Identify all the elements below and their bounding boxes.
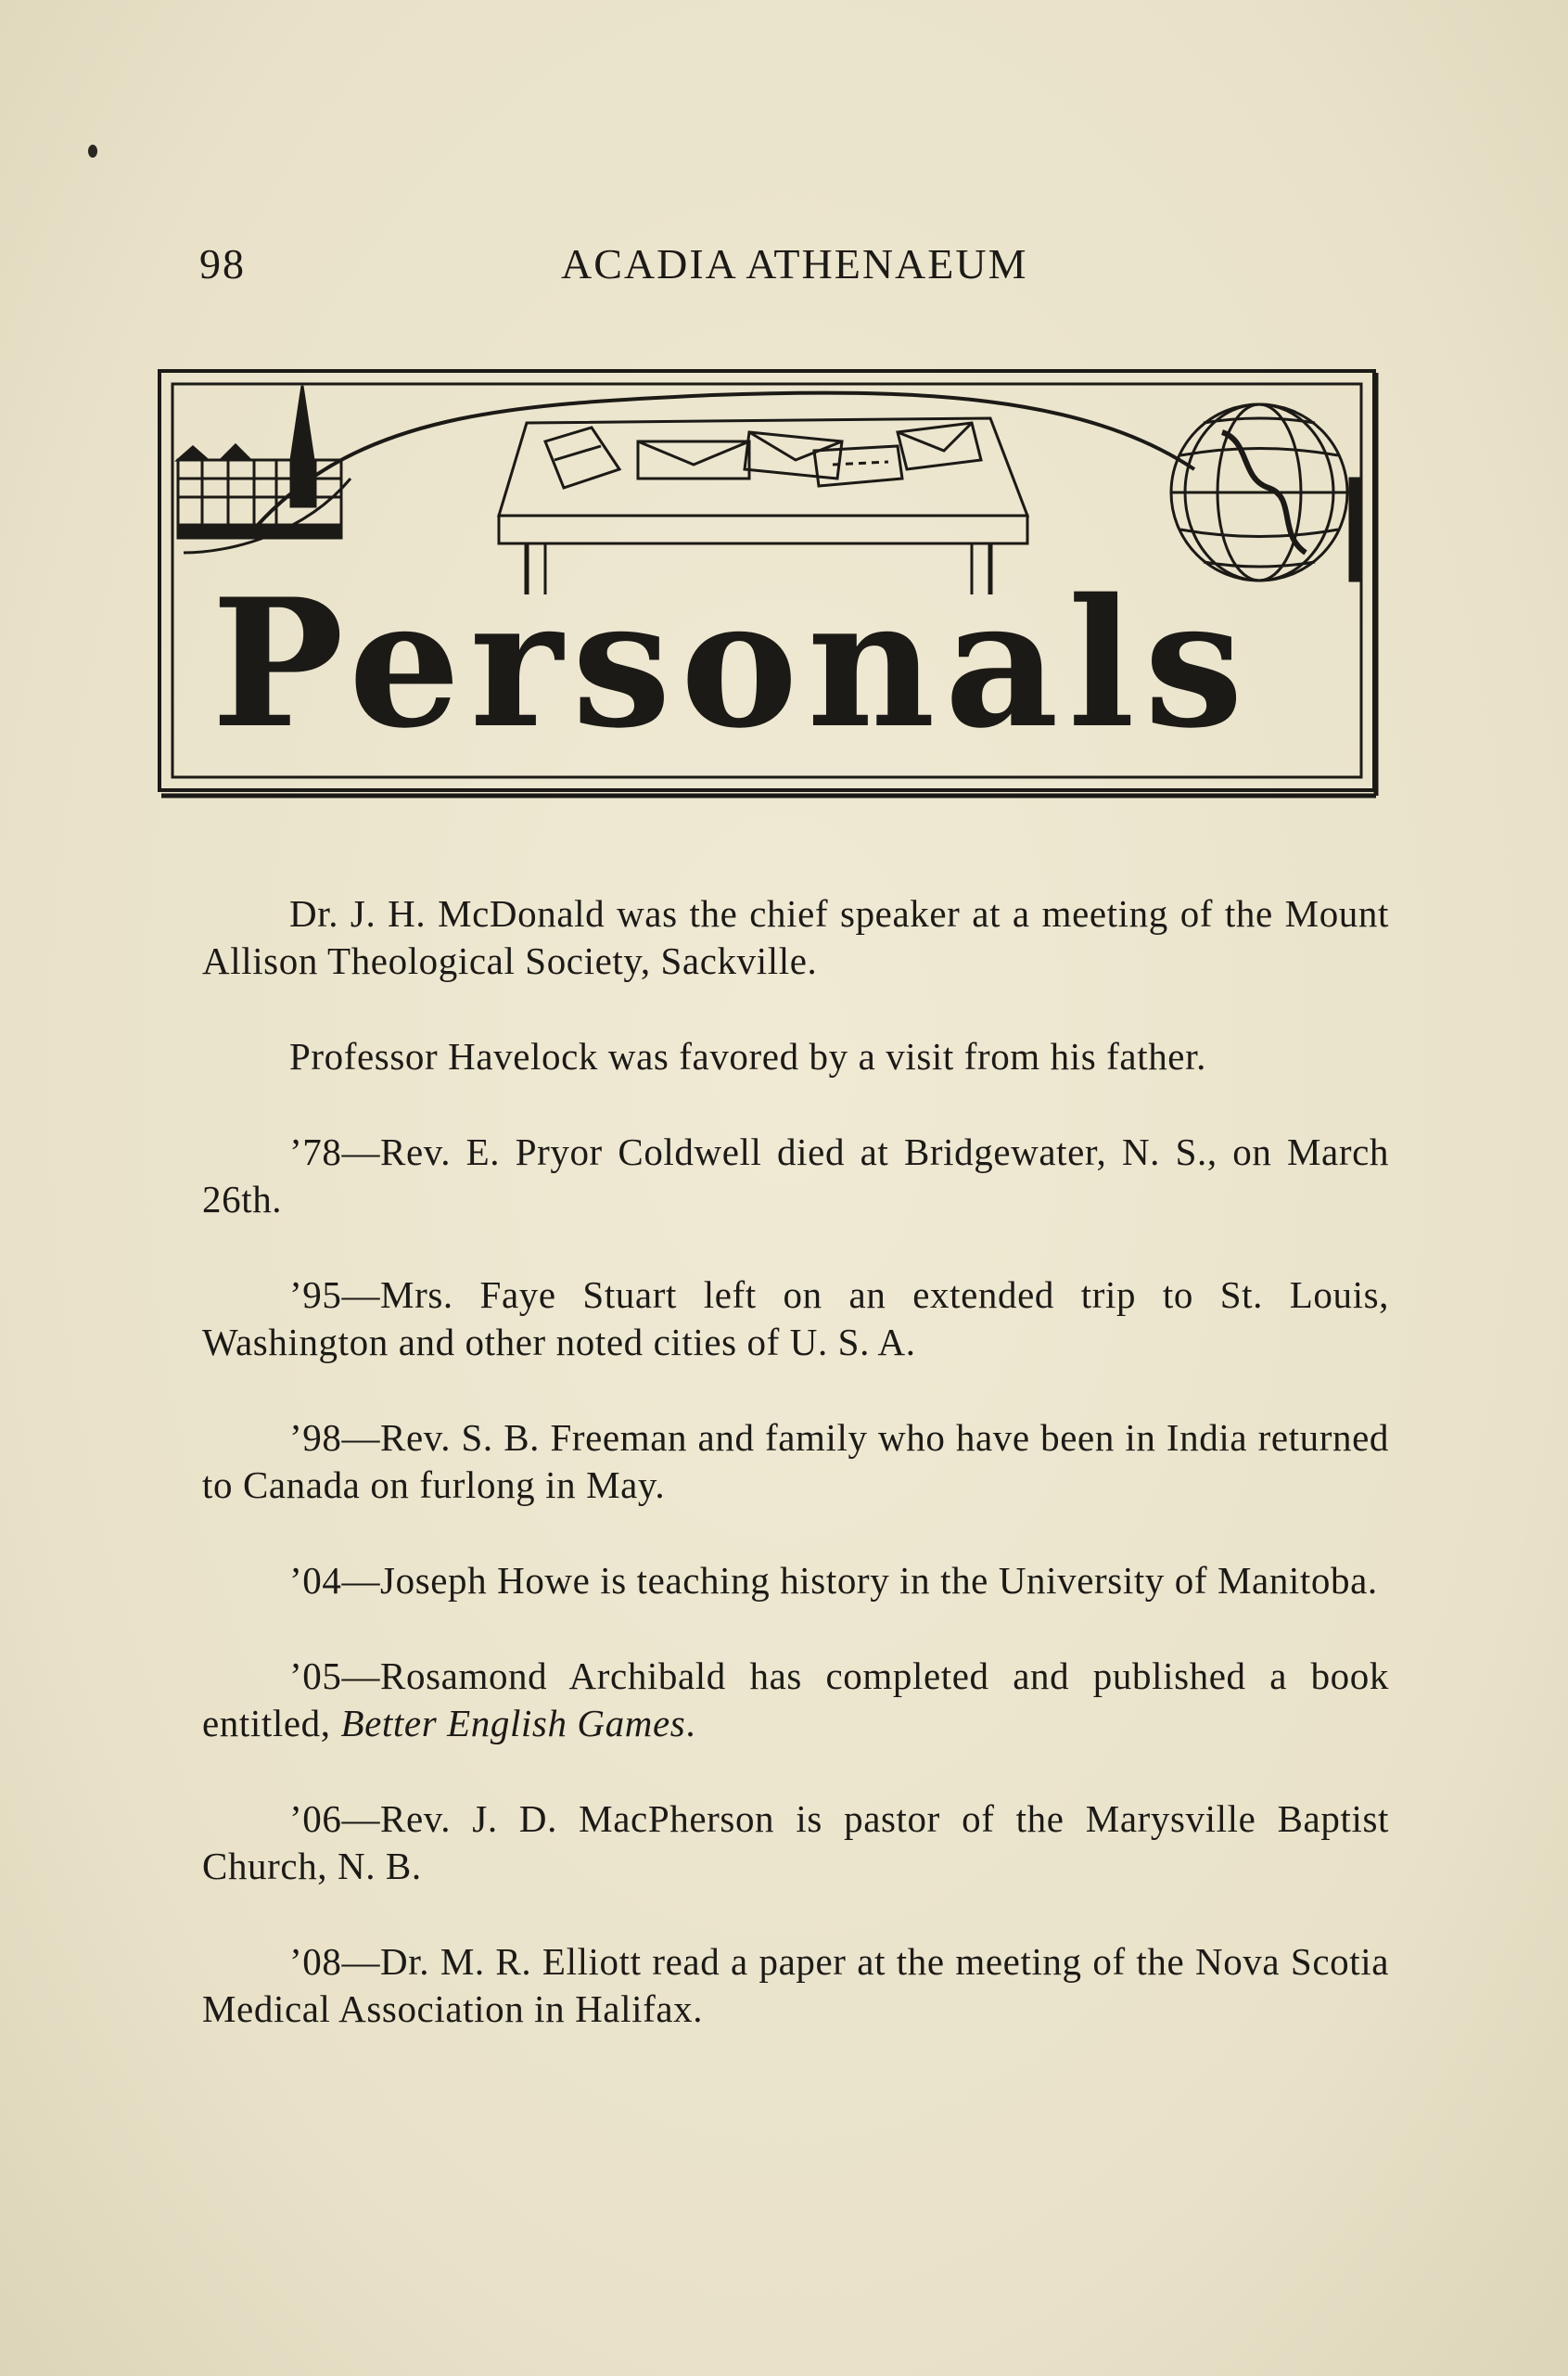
list-item: ’98—Rev. S. B. Freeman and family who have been in India returned to Canada on furlong in May. xyxy=(202,1416,1389,1506)
ink-speck xyxy=(88,145,97,158)
church-icon xyxy=(178,386,341,538)
list-item: ’95—Mrs. Faye Stuart left on an extended trip to St. Louis, Washington and other noted cities of U. S. A. xyxy=(202,1273,1389,1363)
list-item: ’05—Rosamond Archibald has completed and published a book entitled, Better English Games. xyxy=(202,1654,1389,1744)
list-item: ’04—Joseph Howe is teaching history in the University of Manitoba. xyxy=(289,1559,1378,1602)
envelope-icon xyxy=(745,432,842,479)
banner-heading: Personals xyxy=(211,560,1253,767)
list-item: ’08—Dr. M. R. Elliott read a paper at the meeting of the Nova Scotia Medical Association in Halifax. xyxy=(202,1940,1389,2030)
envelope-icon xyxy=(814,446,902,486)
list-item: ’78—Rev. E. Pryor Coldwell died at Bridgewater, N. S., on March 26th. xyxy=(202,1131,1389,1220)
envelope-icon xyxy=(638,441,749,479)
running-head xyxy=(199,239,1127,295)
globe-icon xyxy=(1171,404,1361,581)
swoop-line xyxy=(258,393,1194,525)
list-item: Professor Havelock was favored by a visit from his father. xyxy=(289,1035,1206,1078)
book-title: Better English Games xyxy=(340,1702,686,1744)
personals-banner xyxy=(156,367,1380,803)
envelope-icon xyxy=(898,423,981,469)
page-number: 98 xyxy=(199,240,246,287)
journal-title: ACADIA ATHENAEUM xyxy=(561,240,1028,287)
list-item: Dr. J. H. McDonald was the chief speaker at a meeting of the Mount Allison Theological Society, Sackville. xyxy=(202,892,1389,982)
list-item: ’06—Rev. J. D. MacPherson is pastor of the Marysville Baptist Church, N. B. xyxy=(202,1797,1389,1887)
envelope-icon xyxy=(545,428,619,488)
personals-list xyxy=(202,890,1389,2081)
